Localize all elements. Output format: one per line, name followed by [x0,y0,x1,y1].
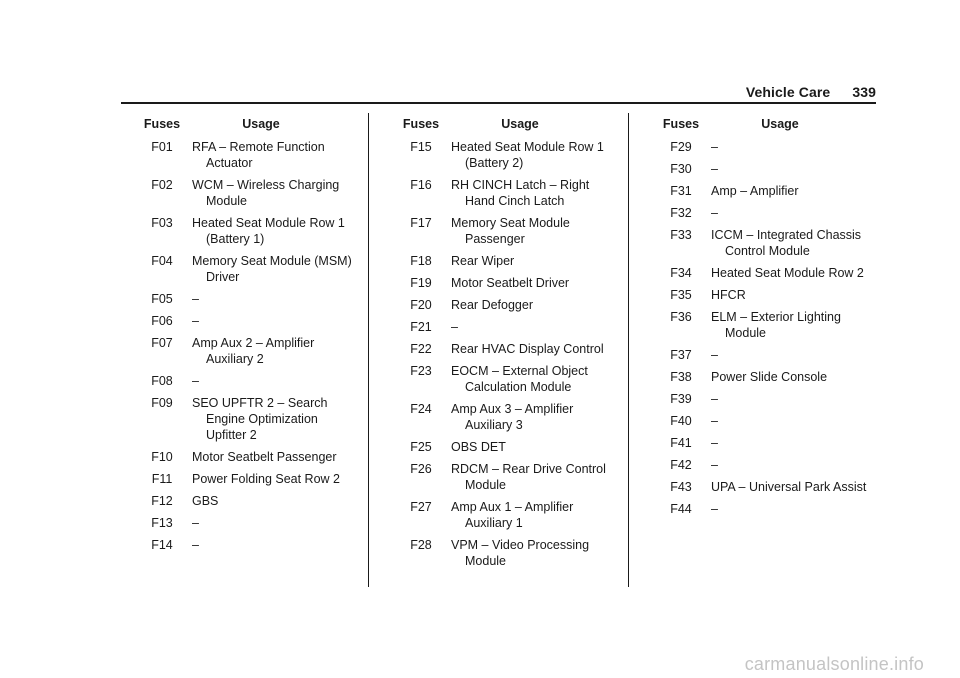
table-row [392,499,620,531]
header-rule [121,102,876,104]
table-row [392,275,620,291]
table-row [392,341,620,357]
fuse-usage: Rear HVAC Display Control [451,342,604,356]
fuse-id: F25 [410,440,432,454]
table-row [133,373,361,389]
usage-header: Usage [501,117,539,131]
fuse-usage: – [711,348,718,362]
fuse-id: F04 [151,254,173,268]
table-row [652,347,880,363]
fuse-id: F13 [151,516,173,530]
table-row [652,435,880,451]
fuse-usage: RFA – Remote Function Actuator [192,140,325,170]
fuse-id: F09 [151,396,173,410]
fuse-table-column-1 [133,116,361,559]
table-row [133,449,361,465]
fuse-id: F39 [670,392,692,406]
column-divider [628,113,629,587]
fuse-id: F32 [670,206,692,220]
watermark: carmanualsonline.info [744,654,924,674]
fuse-id: F16 [410,178,432,192]
fuse-usage: – [192,374,199,388]
table-header [133,116,361,133]
column-divider [368,113,369,587]
fuse-id: F11 [151,472,173,486]
table-row [392,401,620,433]
table-row [652,287,880,303]
fuse-usage: Memory Seat Module Passenger [451,216,570,246]
fuse-id: F02 [151,178,173,192]
fuse-id: F26 [410,462,432,476]
fuse-usage: UPA – Universal Park Assist [711,480,867,494]
fuse-usage: – [192,292,199,306]
fuse-usage: – [192,314,199,328]
table-row [133,313,361,329]
fuse-id: F29 [670,140,692,154]
fuse-usage: – [711,392,718,406]
table-row [133,139,361,171]
fuse-id: F17 [410,216,432,230]
fuse-id: F18 [410,254,432,268]
fuse-id: F12 [151,494,173,508]
fuse-usage: Heated Seat Module Row 1 (Battery 2) [451,140,604,170]
fuse-id: F07 [151,336,173,350]
fuse-usage: Amp Aux 3 – Amplifier Auxiliary 3 [451,402,574,432]
fuse-id: F35 [670,288,692,302]
table-row [392,297,620,313]
table-row [133,215,361,247]
fuse-usage: HFCR [711,288,746,302]
fuse-usage: Power Folding Seat Row 2 [192,472,340,486]
fuse-usage: – [711,502,718,516]
usage-header: Usage [242,117,280,131]
fuse-usage: RH CINCH Latch – Right Hand Cinch Latch [451,178,590,208]
fuse-usage: Rear Wiper [451,254,515,268]
fuse-id: F34 [670,266,692,280]
fuse-usage: – [711,436,718,450]
fuse-usage: – [711,458,718,472]
table-row [652,457,880,473]
fuses-header: Fuses [143,117,181,131]
fuse-usage: – [192,538,199,552]
fuse-id: F42 [670,458,692,472]
table-row [652,413,880,429]
fuse-usage: Rear Defogger [451,298,533,312]
table-row [392,439,620,455]
fuse-id: F06 [151,314,173,328]
fuses-header: Fuses [662,117,700,131]
fuse-id: F10 [151,450,173,464]
table-row [392,363,620,395]
fuse-id: F40 [670,414,692,428]
fuse-id: F23 [410,364,432,378]
fuse-id: F24 [410,402,432,416]
fuse-id: F44 [670,502,692,516]
fuse-table-column-2 [392,116,620,575]
fuse-id: F01 [151,140,173,154]
table-row [652,227,880,259]
table-row [133,335,361,367]
fuse-id: F36 [670,310,692,324]
fuse-usage: RDCM – Rear Drive Control Module [451,462,606,492]
fuse-id: F21 [410,320,432,334]
table-row [652,309,880,341]
fuse-id: F30 [670,162,692,176]
fuse-id: F31 [670,184,692,198]
fuse-usage: SEO UPFTR 2 – Search Engine Optimization Upfitter 2 [192,396,328,442]
table-row [392,461,620,493]
fuse-table-column-3 [652,116,880,523]
section-title: Vehicle Care [745,84,831,100]
table-row [392,537,620,569]
table-row [133,177,361,209]
fuse-usage: WCM – Wireless Charging Module [192,178,340,208]
table-row [652,391,880,407]
table-row [652,183,880,199]
fuse-id: F20 [410,298,432,312]
table-row [133,537,361,553]
table-row [652,479,880,495]
table-row [392,253,620,269]
fuse-id: F27 [410,500,432,514]
fuse-id: F37 [670,348,692,362]
table-row [392,319,620,335]
fuse-usage: – [451,320,458,334]
fuse-usage: – [711,140,718,154]
table-row [133,471,361,487]
table-row [133,291,361,307]
usage-header: Usage [761,117,799,131]
fuse-id: F33 [670,228,692,242]
fuse-usage: GBS [192,494,219,508]
fuse-usage: Heated Seat Module Row 1 (Battery 1) [192,216,345,246]
fuse-usage: Memory Seat Module (MSM) Driver [192,254,352,284]
fuse-id: F38 [670,370,692,384]
fuse-usage: VPM – Video Processing Module [451,538,590,568]
fuse-id: F14 [151,538,173,552]
fuse-usage: ELM – Exterior Lighting Module [711,310,841,340]
table-row [652,205,880,221]
table-row [652,265,880,281]
fuse-id: F19 [410,276,432,290]
fuse-usage: Motor Seatbelt Passenger [192,450,337,464]
table-row [652,369,880,385]
table-header [652,116,880,133]
table-row [392,215,620,247]
table-row [133,493,361,509]
fuse-usage: – [711,414,718,428]
fuse-usage: Power Slide Console [711,370,828,384]
table-row [133,515,361,531]
fuse-usage: – [711,206,718,220]
fuse-usage: Amp Aux 2 – Amplifier Auxiliary 2 [192,336,315,366]
fuse-id: F41 [670,436,692,450]
fuse-usage: Amp Aux 1 – Amplifier Auxiliary 1 [451,500,574,530]
fuse-usage: Amp – Amplifier [711,184,799,198]
fuse-usage: – [192,516,199,530]
fuse-usage: Motor Seatbelt Driver [451,276,570,290]
table-row [652,161,880,177]
fuse-id: F28 [410,538,432,552]
fuse-usage: – [711,162,718,176]
page-header [0,84,876,100]
fuse-usage: ICCM – Integrated Chassis Control Module [711,228,862,258]
fuse-usage: Heated Seat Module Row 2 [711,266,864,280]
fuse-id: F03 [151,216,173,230]
fuse-id: F43 [670,480,692,494]
table-row [652,139,880,155]
fuse-id: F15 [410,140,432,154]
table-row [392,139,620,171]
fuse-usage: EOCM – External Object Calculation Module [451,364,588,394]
fuse-id: F05 [151,292,173,306]
fuses-header: Fuses [402,117,440,131]
fuse-usage: OBS DET [451,440,506,454]
page-number: 339 [852,84,876,100]
table-row [392,177,620,209]
table-row [652,501,880,517]
table-row [133,395,361,443]
table-header [392,116,620,133]
fuse-id: F22 [410,342,432,356]
fuse-id: F08 [151,374,173,388]
table-row [133,253,361,285]
